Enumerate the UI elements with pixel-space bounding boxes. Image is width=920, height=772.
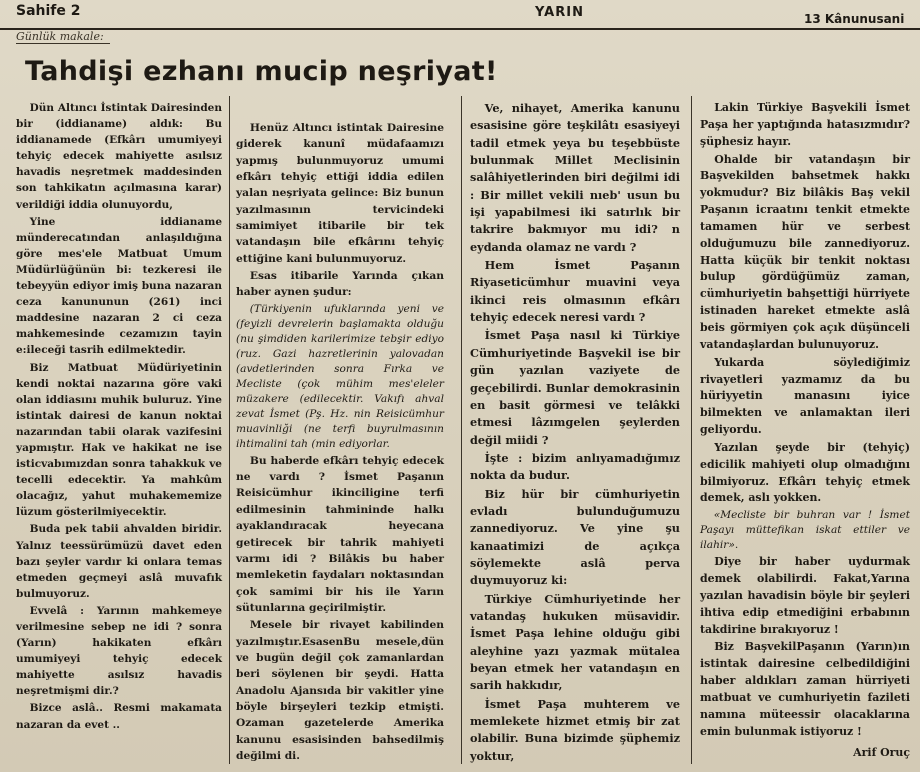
author-signature: Arif Oruç — [853, 745, 910, 759]
newspaper-title: YARIN — [535, 5, 584, 20]
column-divider — [461, 96, 462, 764]
article-paragraph: Yine iddianame münderecatından anlaşıldığına göre mes'ele Matbuat Umum Müdürlüğünün bi: tezkeresi ile tebeyyün ediyor imiş buna nazaran ceza kanununun (261) inci maddesine nazaran 2 ci ceza mahkemesinde cezamızın tayin e:ileceği tasrih edilmektedir. — [16, 215, 222, 357]
section-label: Günlük makale: — [16, 30, 110, 44]
column-divider — [229, 96, 230, 764]
article-paragraph: (Türkiyenin ufuklarında yeni ve (feyizli devrelerin başlamakta olduğu (nu şimdiden karilerimize tebşir ediyo (ruz. Gazi hazretlerinin yalovadan (avdetlerinden sonra Fırka ve Mecliste (çok mühim mes'eleler müzakere (edilecektir. Vakıfı ahval zevat İsmet (Pş. Hz. nin Reisicümhur muavinliği (ne terfi buyrulmasının ihtimalini tah (min ediyorlar. — [236, 302, 444, 450]
article-paragraph: «Mecliste bir buhran var ! İsmet Paşayı müttefikan iskat ettiler ve ilahir». — [700, 509, 910, 552]
article-paragraph: Bizce aslâ.. Resmi makamata nazaran da evet .. — [16, 702, 222, 731]
article-paragraph: Henüz Altıncı istintak Dairesine giderek kanunî müdafaamızı yapmış bulunmuyoruz umumi efkârı tehyiç ettiği iddia edilen yalan neşriyata gelince: Biz bunun yazılmasının tervicindeki samimiyet itibarile bir tek vatandaşın bile efkârını tehyiç ettiğine kani bulunmuyoruz. — [236, 121, 444, 265]
article-paragraph: Hem İsmet Paşanın Riyaseticümhur muavini veya ikinci reis olmasının efkârı tehyiç edecek neresi vardı ? — [470, 258, 680, 325]
article-paragraph: Buda pek tabii ahvalden biridir. Yalnız teessürümüzü davet eden bazı şeyler vardır ki onlara temas etmeden geçmeyi aslâ muvafık bulmuyoruz. — [16, 523, 222, 600]
issue-date: 13 Kânunusani — [804, 12, 905, 26]
article-paragraph: Ohalde bir vatandaşın bir Başvekilden bahsetmek hakkı yokmudur? Biz bilâkis Baş vekil Paşanın icraatını tenkit etmekte tamamen hür ve serbest olduğumuzu bile zannediyoruz. Hatta küçük bir tenkit noktası bulup gördüğümüz zaman, cümhuriyetin bahşettiği hürriyete istinaden hareket etmekte aslâ beis görmiyen çok açık düşünceli vatandaşlardan bulunuyoruz. — [700, 152, 910, 351]
article-paragraph: Bu haberde efkârı tehyiç edecek ne vardı ? İsmet Paşanın Reisicümhur ikinciligine terfi edilmesinin tahmininde halkı ayaklandıracak heyecana getirecek bir tahrik mahiyeti varmı idi ? Bilâkis bu haber memleketin faydaları noktasından çok samimi bir his ile Yarın sütunlarına geçirilmiştir. — [236, 453, 444, 614]
article-headline: Tahdişi ezhanı mucip neşriyat! — [25, 56, 498, 87]
article-paragraph: İşte : bizim anlıyamadığımız nokta da budur. — [470, 450, 680, 483]
column-divider — [691, 96, 692, 764]
article-paragraph: Diye bir haber uydurmak demek olabilirdi. Fakat,Yarına yazılan havadisin böyle bir şeyleri ihtiva edip etmediğini erbabının takdirine bırakıyoruz ! — [700, 555, 910, 636]
article-paragraph: Ve, nihayet, Amerika kanunu esasisine göre teşkilâtı esasiyeyi tadil etmek yeya bu teşebbüste bulunmak Millet Meclisinin salâhiyetlerinden biri değilmi idi : Bir millet vekili nıeb' usun bu işi yapabilmesi iki satırlık bir takrire bakmıyor mu idi? n eydanda olamaz ne vardı ? — [470, 101, 680, 254]
article-paragraph: Evvelâ : Yarının mahkemeye verilmesine sebep ne idi ? sonra (Yarın) hakikaten efkârı umumiyeyi tehyiç edecek mahiyette asılsız havadis neşretmişmi dir.? — [16, 604, 222, 698]
article-paragraph: Mesele bir rivayet kabilinden yazılmıştır.EsasenBu mesele,dün ve bugün değil çok zamanlardan beri söylenen bir şeydi. Hatta Anadolu Ajansıda bir vakitler yine böyle birşeyleri tezkip etmişti. Ozaman gazetelerde Amerika kanunu esasisinden bahsedilmiş değilmi di. — [236, 618, 444, 762]
article-paragraph: İsmet Paşa nasıl ki Türkiye Cümhuriyetinde Başvekil ise bir gün yazılan vaziyete de geçebilirdi. Bunlar demokrasinin en basit görmesi ve telâkki etmesi lâzımgelen şeylerden değil miidi ? — [470, 328, 680, 447]
page-header — [0, 0, 920, 30]
article-paragraph: Esas itibarile Yarında çıkan haber aynen şudur: — [236, 269, 444, 299]
article-column-2 — [236, 120, 444, 765]
page-number: Sahife 2 — [16, 3, 81, 19]
article-column-1 — [16, 100, 222, 734]
article-paragraph: Dün Altıncı İstintak Dairesinden bir (iddianame) aldık: Bu iddianamede (Efkârı umumiyeyi tehyiç edecek mahiyette asılsız havadis neşretmek maddesinden son tahkikatın açılmasına karar) verildiği iddia olunuyordu, — [16, 102, 222, 211]
article-paragraph: Biz BaşvekilPaşanın (Yarın)ın istintak dairesine celbedildiğini haber aldıkları zaman hürriyeti matbuat ve cumhuriyetin fazileti namına müteessir olacaklarına emin bulunmak istiyoruz ! — [700, 640, 910, 738]
article-paragraph: Yazılan şeyde bir (tehyiç) edicilik mahiyeti olup olmadığını bilmiyoruz. Efkârı tehyiç etmek demek, aslı yokken. — [700, 440, 910, 505]
article-paragraph: Türkiye Cümhuriyetinde her vatandaş hukuken müsavidir. İsmet Paşa lehine olduğu gibi aleyhine yazı yazmak mütalea beyan etmek her vatandaşın en sarih hakkıdır, — [470, 591, 680, 693]
article-paragraph: Biz Matbuat Müdüriyetinin kendi noktai nazarına göre vaki olan iddiasını muhik buluruz. Yine istintak dairesi de kanun noktai nazarından tabii olarak vazifesini yapmıştır. Hak ve hakikat ne ise isticvabımızdan sonra tahakkuk ve tecelli edecektir. Ya mahkûm olacağız, yahut muhakememize lüzum gösterilmiyecektir. — [16, 361, 222, 519]
article-paragraph: Biz hür bir cümhuriyetin evladı bulunduğumuzu zannediyoruz. Ve yine şu kanaatimizi de açıkça söylemekte aslâ perva duymuyoruz ki: — [470, 486, 680, 588]
article-column-4 — [700, 100, 910, 762]
article-column-3 — [470, 100, 680, 766]
article-paragraph: Lakin Türkiye Başvekili İsmet Paşa her yaptığında hatasızmıdır? şüphesiz hayır. — [700, 101, 910, 148]
article-paragraph: Yukarda söylediğimiz rivayetleri yazmamız da bu hüriyyetin manasını iyice bilmekten ve anlamaktan ileri geliyordu. — [700, 355, 910, 437]
article-paragraph: İsmet Paşa muhterem ve memlekete hizmet etmiş bir zat olabilir. Buna bizimde şüphemiz yoktur, — [470, 696, 680, 763]
